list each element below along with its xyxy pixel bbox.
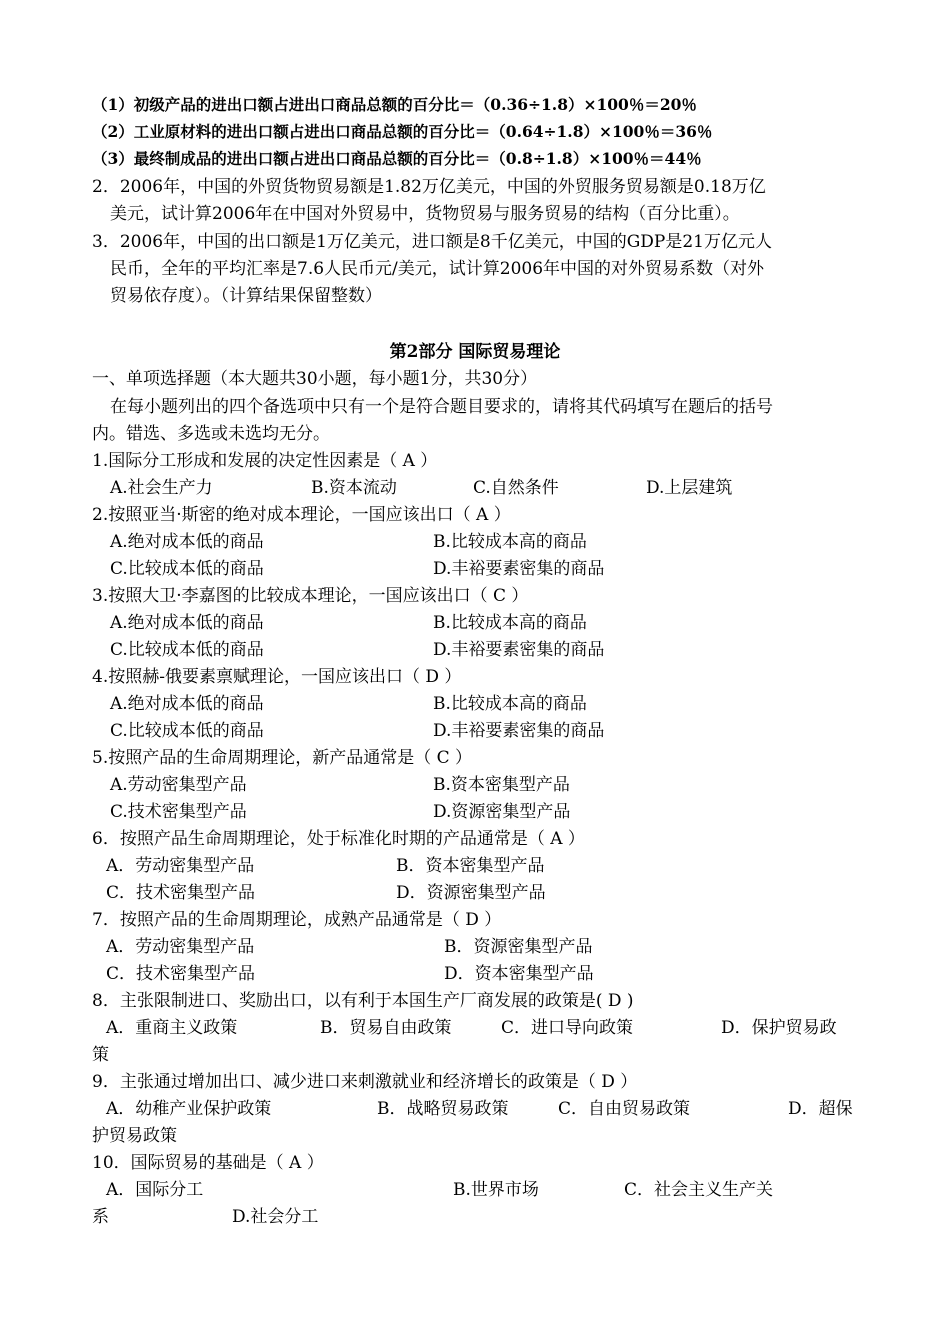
mc-question-2-stem: 2.按照亚当·斯密的绝对成本理论，一国应该出口（ A ） xyxy=(92,505,511,525)
mc-question-9-option-a: A．幼稚产业保护政策 xyxy=(106,1099,272,1119)
mc-question-6-stem: 6．按照产品生命周期理论，处于标准化时期的产品通常是（ A ） xyxy=(92,829,585,849)
mc-question-3-stem: 3.按照大卫·李嘉图的比较成本理论，一国应该出口（ C ） xyxy=(92,586,529,606)
instructions-line-1: 在每小题列出的四个备选项中只有一个是符合题目要求的，请将其代码填写在题后的括号 xyxy=(110,397,773,417)
part-title: 第2部分 国际贸易理论 xyxy=(389,342,561,362)
mc-question-10-option-d: D.社会分工 xyxy=(232,1207,319,1227)
question-3-line-2: 民币，全年的平均汇率是7.6人民币元/美元，试计算2006年中国的对外贸易系数（对外 xyxy=(110,259,765,279)
mc-question-10-option-c: C．社会主义生产关 xyxy=(624,1180,774,1200)
mc-question-10-option-a: A．国际分工 xyxy=(106,1180,204,1200)
calc-line-3: （3）最终制成品的进出口额占进出口商品总额的百分比＝（0.8÷1.8）×100％＝44％ xyxy=(92,149,702,168)
mc-question-6-option-a: A．劳动密集型产品 xyxy=(106,856,255,876)
mc-question-7-option-c: C．技术密集型产品 xyxy=(106,964,256,984)
mc-question-8-option-d: D．保护贸易政 xyxy=(721,1018,837,1038)
mc-question-5-option-a: A.劳动密集型产品 xyxy=(110,775,247,795)
mc-question-5-option-b: B.资本密集型产品 xyxy=(433,775,570,795)
section-title: 一、单项选择题（本大题共30小题，每小题1分，共30分） xyxy=(92,369,538,389)
mc-question-8-option-d-wrap: 策 xyxy=(92,1045,109,1065)
mc-question-3-option-a: A.绝对成本低的商品 xyxy=(110,613,264,633)
mc-question-3-option-b: B.比较成本高的商品 xyxy=(433,613,587,633)
mc-question-9-option-d: D．超保 xyxy=(788,1099,853,1119)
mc-question-10-option-b: B.世界市场 xyxy=(453,1180,539,1200)
question-3-line-3: 贸易依存度）。（计算结果保留整数） xyxy=(110,286,382,306)
mc-question-8-option-b: B．贸易自由政策 xyxy=(320,1018,452,1038)
mc-question-6-option-b: B．资本密集型产品 xyxy=(396,856,545,876)
mc-question-2-option-a: A.绝对成本低的商品 xyxy=(110,532,264,552)
mc-question-1-option-d: D.上层建筑 xyxy=(646,478,733,498)
mc-question-9-option-b: B．战略贸易政策 xyxy=(377,1099,509,1119)
mc-question-5-option-d: D.资源密集型产品 xyxy=(433,802,571,822)
mc-question-7-stem: 7．按照产品的生命周期理论，成熟产品通常是（ D ） xyxy=(92,910,502,930)
question-3-line-1: 3．2006年，中国的出口额是1万亿美元，进口额是8千亿美元，中国的GDP是21万亿元人 xyxy=(92,232,772,252)
mc-question-10-stem: 10．国际贸易的基础是（ A ） xyxy=(92,1153,324,1173)
mc-question-9-option-d-wrap: 护贸易政策 xyxy=(92,1126,177,1146)
mc-question-8-option-a: A．重商主义政策 xyxy=(106,1018,238,1038)
mc-question-7-option-b: B．资源密集型产品 xyxy=(444,937,593,957)
mc-question-4-stem: 4.按照赫-俄要素禀赋理论，一国应该出口（ D ） xyxy=(92,667,462,687)
mc-question-2-option-d: D.丰裕要素密集的商品 xyxy=(433,559,605,579)
mc-question-3-option-d: D.丰裕要素密集的商品 xyxy=(433,640,605,660)
mc-question-5-stem: 5.按照产品的生命周期理论，新产品通常是（ C ） xyxy=(92,748,473,768)
mc-question-4-option-b: B.比较成本高的商品 xyxy=(433,694,587,714)
mc-question-2-option-b: B.比较成本高的商品 xyxy=(433,532,587,552)
question-2-line-2: 美元，试计算2006年在中国对外贸易中，货物贸易与服务贸易的结构（百分比重）。 xyxy=(110,204,740,224)
mc-question-9-option-c: C．自由贸易政策 xyxy=(558,1099,691,1119)
calc-line-2: （2）工业原材料的进出口额占进出口商品总额的百分比＝（0.64÷1.8）×100％＝36％ xyxy=(92,122,713,141)
mc-question-3-option-c: C.比较成本低的商品 xyxy=(110,640,264,660)
mc-question-7-option-a: A．劳动密集型产品 xyxy=(106,937,255,957)
mc-question-1-stem: 1.国际分工形成和发展的决定性因素是（ A ） xyxy=(92,451,438,471)
mc-question-1-option-b: B.资本流动 xyxy=(311,478,397,498)
mc-question-6-option-d: D．资源密集型产品 xyxy=(396,883,546,903)
mc-question-5-option-c: C.技术密集型产品 xyxy=(110,802,247,822)
mc-question-4-option-d: D.丰裕要素密集的商品 xyxy=(433,721,605,741)
question-2-line-1: 2．2006年，中国的外贸货物贸易额是1.82万亿美元，中国的外贸服务贸易额是0.18万亿 xyxy=(92,177,766,197)
mc-question-8-option-c: C．进口导向政策 xyxy=(501,1018,634,1038)
mc-question-8-stem: 8．主张限制进口、奖励出口，以有利于本国生产厂商发展的政策是( D ) xyxy=(92,991,634,1011)
mc-question-1-option-c: C.自然条件 xyxy=(473,478,559,498)
mc-question-1-option-a: A.社会生产力 xyxy=(110,478,213,498)
mc-question-4-option-a: A.绝对成本低的商品 xyxy=(110,694,264,714)
mc-question-7-option-d: D．资本密集型产品 xyxy=(444,964,594,984)
instructions-line-2: 内。错选、多选或未选均无分。 xyxy=(92,424,330,444)
calc-line-1: （1）初级产品的进出口额占进出口商品总额的百分比＝（0.36÷1.8）×100％＝20％ xyxy=(92,95,697,114)
mc-question-9-stem: 9．主张通过增加出口、减少进口来刺激就业和经济增长的政策是（ D ） xyxy=(92,1072,638,1092)
mc-question-6-option-c: C．技术密集型产品 xyxy=(106,883,256,903)
mc-question-10-option-c-wrap: 系 xyxy=(92,1207,109,1227)
mc-question-2-option-c: C.比较成本低的商品 xyxy=(110,559,264,579)
mc-question-4-option-c: C.比较成本低的商品 xyxy=(110,721,264,741)
